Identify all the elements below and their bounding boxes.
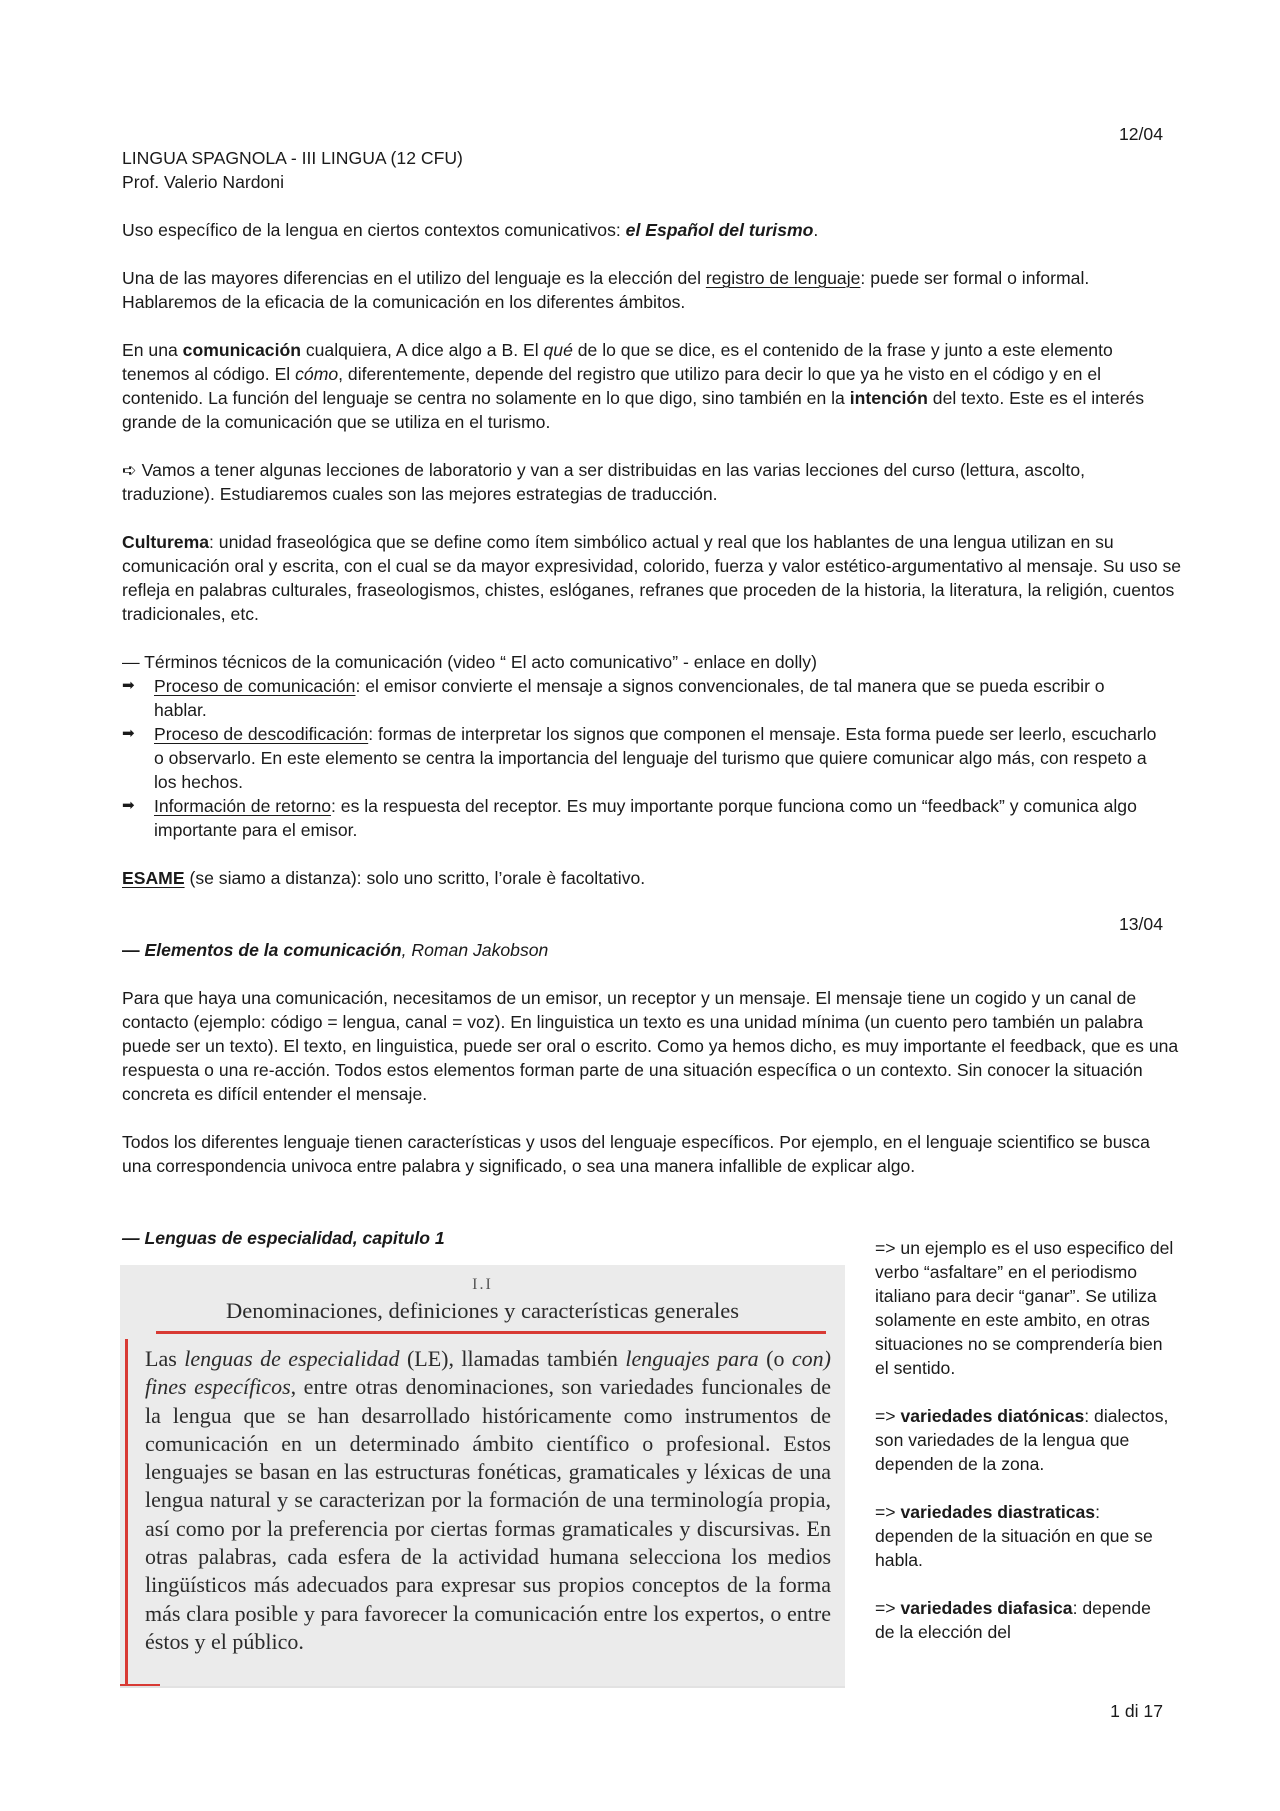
scanned-book-excerpt [120, 1265, 845, 1688]
note-text: : dialectos, son variedades de la lengua que dependen de la zona. [875, 1406, 1169, 1474]
side-notes [875, 1236, 1175, 1668]
text-span: de lo que se dice, es el contenido de la frase y junto a este elemento tenemos al código. El [122, 340, 1113, 384]
note-prefix: => [875, 1406, 901, 1426]
note-term: variedades diafasica [900, 1598, 1073, 1618]
arrow-right-icon: ➡ [122, 677, 135, 694]
registro-term: registro de lenguaje [705, 268, 861, 288]
laboratorio-text: Vamos a tener algunas lecciones de laboratorio y van a ser distribuidas en las varias lecciones del curso (lettura, ascolto, traduzione). Estudiaremos cuales son las mejores estrategias de traducción. [122, 460, 1086, 504]
term-intencion: intención [849, 388, 928, 408]
side-note [875, 1404, 1175, 1476]
term-definition: : el emisor convierte el mensaje a signos convencionales, de tal manera que se pueda escribir o hablar. [154, 676, 1105, 720]
note-term: variedades diastraticas [900, 1502, 1096, 1522]
arrow-right-icon: ➡ [122, 725, 135, 742]
date-label: 12/04 [1118, 124, 1163, 144]
comunicacion-paragraph [122, 338, 1182, 434]
term-que: qué [543, 340, 573, 360]
terminos-heading: — Términos técnicos de la comunicación (video “ El acto comunicativo” - enlace en dolly) [122, 652, 817, 672]
elementos-paragraph: Para que haya una comunicación, necesitamos de un emisor, un receptor y un mensaje. El mensaje tiene un cogido y un canal de contacto (ejemplo: código = lengua, canal = voz). En linguistica un texto es una unidad mínima (un cuento pero también un palabra puede ser un texto). El texto, en linguistica, puede ser oral o escrito. Como ya hemos dicho, es muy importante el feedback, que es una respuesta o una re-acción. Todos estos elementos forman parte de una situación específica o un contexto. Sin conocer la situación concreta es difícil entender el mensaje. [122, 988, 1179, 1104]
heading-dash: — [122, 940, 145, 960]
text-span: Las [145, 1346, 185, 1371]
registro-text: Una de las mayores diferencias en el utilizo del lenguaje es la elección del [122, 268, 706, 288]
heading-author: , Roman Jakobson [401, 940, 549, 960]
date-label: 13/04 [1118, 914, 1163, 934]
term-label: Información de retorno [154, 796, 332, 816]
course-title: LINGUA SPAGNOLA - III LINGUA (12 CFU) [122, 148, 463, 168]
laboratorio-paragraph [122, 458, 1172, 506]
terminos-list [122, 674, 1162, 842]
term-culturema: Culturema [122, 532, 210, 552]
hollow-arrow-icon: ➪ [122, 460, 137, 480]
esame-paragraph [122, 866, 1172, 890]
esame-label: ESAME [122, 868, 185, 888]
term-definition: : es la respuesta del receptor. Es muy importante porque funciona como un “feedback” y comunica algo importante para el emisor. [154, 796, 1137, 840]
side-note: => un ejemplo es el uso especifico del verbo “asfaltare” en el periodismo italiano para decir “ganar”. Se utiliza solamente en este ambito, en otras situaciones no se comprendería bien el sentido. [875, 1238, 1174, 1378]
list-item [122, 722, 1162, 794]
text-span: , entre otras denominaciones, son variedades funcionales de la lengua que se han desarrollado históricamente como instrumentos de comunicación en un determinado ámbito científico o profesional. Estos lenguajes se basan en las estructuras fonéticas, gramaticales y léxicas de una lengua natural y se caracterizan por la formación de una terminología propia, así como por la preferencia por ciertas formas gramaticales y discursivas. En otras palabras, cada esfera de la actividad humana selecciona los medios lingüísticos más adecuados para expresar sus propios conceptos de la forma más clara posible y para favorecer la comunicación entre los expertos, o entre éstos y el público. [145, 1374, 831, 1654]
note-text: : depende de la elección del [875, 1598, 1151, 1642]
text-span: (o [758, 1346, 792, 1371]
professor-name: Prof. Valerio Nardoni [122, 172, 285, 192]
term-definition: : formas de interpretar los signos que componen el mensaje. Esta forma puede ser leerlo, escucharlo o observarlo. En este elemento se centra la importancia del lenguaje del turismo que quiere comunicar algo más, con respeto a los hechos. [154, 724, 1157, 792]
note-text: : dependen de la situación en que se habla. [875, 1502, 1153, 1570]
excerpt-body [145, 1345, 831, 1656]
term-label: Proceso de descodificación [154, 724, 369, 744]
italic-term: con) fines específicos [145, 1346, 831, 1400]
red-margin-mark [125, 1339, 128, 1685]
note-prefix: => [875, 1502, 901, 1522]
term-comunicacion: comunicación [182, 340, 301, 360]
text-span: (LE), llamadas también [399, 1346, 626, 1371]
italic-term: lenguas de especialidad [184, 1346, 400, 1371]
text-span: del texto. Este es el interés grande de la comunicación que se utiliza en el turismo. [122, 388, 1145, 432]
note-prefix: => [875, 1598, 901, 1618]
arrow-right-icon: ➡ [122, 797, 135, 814]
page-number: 1 di 17 [1110, 1701, 1163, 1721]
text-span: cualquiera, A dice algo a B. El [300, 340, 544, 360]
culturema-text: : unidad fraseológica que se define como ítem simbólico actual y real que los hablantes de una lengua utilizan en su comunicación oral y escrita, con el cual se da mayor expresividad, colorido, fuerza y valor estético-argumentativo al mensaje. Su uso se refleja en palabras culturales, fraseologismos, chistes, eslóganes, refranes que proceden de la historia, la literatura, la religión, cuentos tradicionales, etc. [122, 532, 1182, 624]
culturema-paragraph [122, 530, 1182, 626]
registro-paragraph [122, 266, 1177, 314]
text-span: , diferentemente, depende del registro que utilizo para decir lo que ya he visto en el código y en el contenido. La función del lenguaje se centra no solamente en lo que digo, sino también en la [122, 364, 1102, 408]
document-header [122, 146, 1172, 194]
term-label: Proceso de comunicación [154, 676, 356, 696]
list-item [122, 674, 1162, 722]
esame-text: (se siamo a distanza): solo uno scritto, l’orale è facoltativo. [184, 868, 646, 888]
note-term: variedades diatónicas [900, 1406, 1085, 1426]
intro-topic: el Español del turismo [625, 220, 814, 240]
lenguas-heading: — Lenguas de especialidad, capitulo 1 [122, 1228, 445, 1248]
term-como: cómo [295, 364, 339, 384]
excerpt-heading: Denominaciones, definiciones y características generales [226, 1298, 739, 1323]
heading-title: Elementos de la comunicación [144, 940, 402, 960]
side-note [875, 1596, 1175, 1644]
text-span: En una [122, 340, 183, 360]
intro-paragraph [122, 218, 1172, 242]
red-underline [156, 1331, 826, 1334]
side-note [875, 1500, 1175, 1572]
intro-text: Uso específico de la lengua en ciertos contextos comunicativos: [122, 220, 626, 240]
chapter-number: I.I [472, 1276, 493, 1293]
list-item [122, 794, 1162, 842]
lenguajes-paragraph: Todos los diferentes lenguaje tienen características y usos del lenguaje específicos. Por ejemplo, en el lenguaje scientifico se busca una correspondencia univoca entre palabra y significado, o sea una manera infallible de explicar algo. [122, 1132, 1150, 1176]
red-mark [120, 1684, 160, 1686]
intro-end: . [813, 220, 819, 240]
registro-text-end: : puede ser formal o informal. Hablaremos de la eficacia de la comunicación en los diferentes ámbitos. [122, 268, 1090, 312]
elementos-heading [122, 938, 1172, 962]
italic-term: lenguajes para [625, 1346, 759, 1371]
